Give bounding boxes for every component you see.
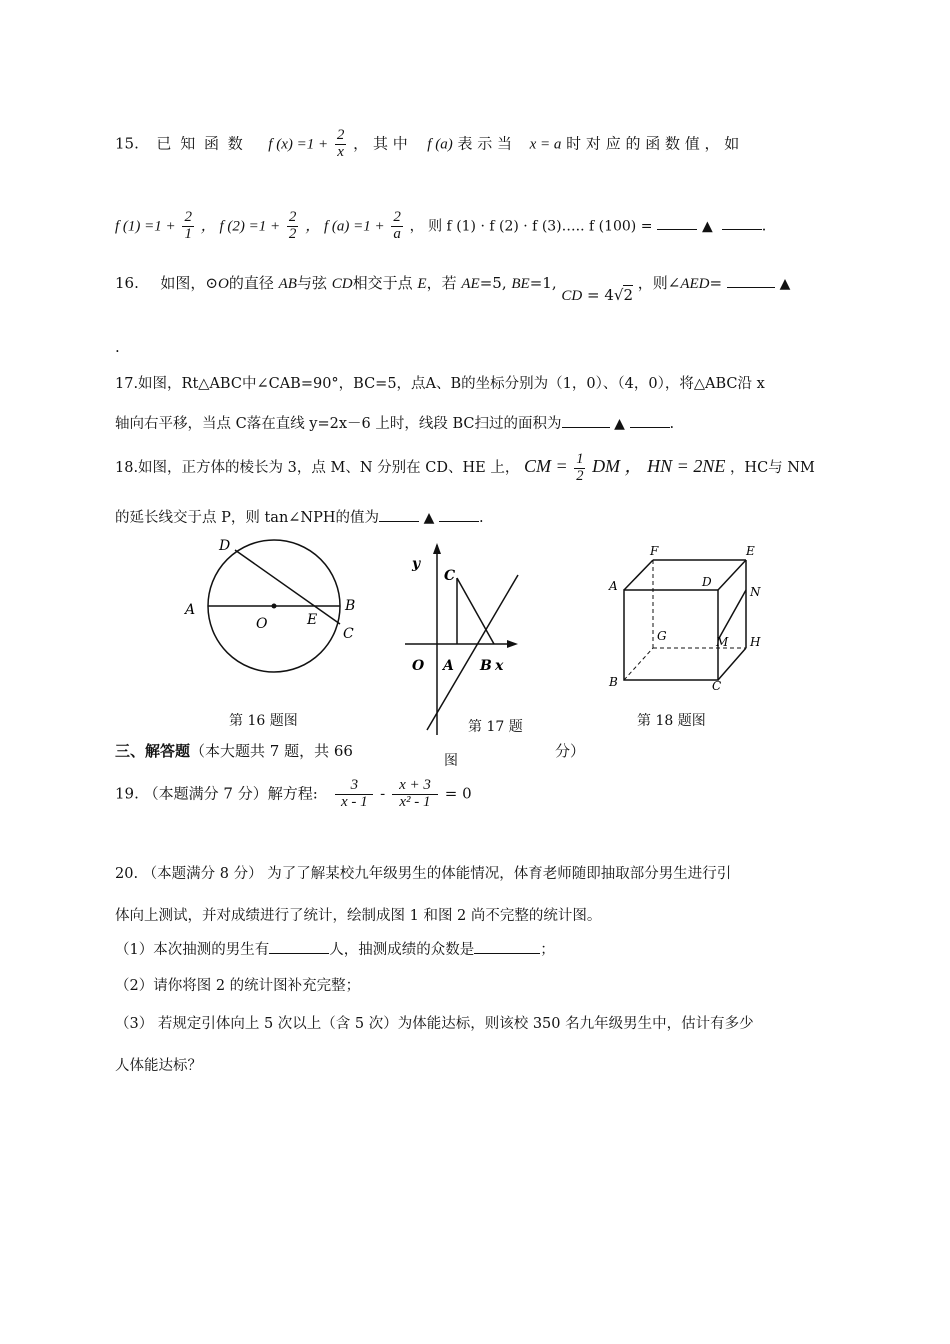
q19-fraction1: $\frac{3}{x - 1}$ xyxy=(335,778,373,811)
q16-sqrt: 2 xyxy=(623,286,633,304)
q16-text2: 的直径 xyxy=(228,274,274,292)
label-a: A xyxy=(185,602,196,618)
section-3-title: 三、解答题 xyxy=(115,742,191,760)
q15-answer-blank2 xyxy=(722,229,762,230)
q15-text5: ， 则 f (1) · f (2) · f (3)….. f (100) = xyxy=(409,218,653,235)
q19-fraction2: $\frac{x + 3}{\text{x² - 1}}$ xyxy=(392,778,438,811)
q16-marker: ▲ xyxy=(779,276,791,292)
q16-text3: 与弦 xyxy=(296,274,327,292)
q20-line3 xyxy=(115,938,555,959)
segment-mn xyxy=(718,590,746,640)
label-n: N xyxy=(750,585,761,599)
label-o: O xyxy=(256,616,268,632)
side-bc xyxy=(457,578,494,644)
q16-text1: 如图，⊙ xyxy=(160,274,218,292)
section-3-text2: 分） xyxy=(555,742,586,760)
q18-text1: 18.如图，正方体的棱长为 3，点 M、N 分别在 CD、HE 上， xyxy=(115,460,520,476)
q18-hn: HN = 2NE xyxy=(647,456,726,476)
q20-line4: （2）请你将图 2 的统计图补充完整； xyxy=(115,978,361,994)
q15-answer-blank xyxy=(657,229,697,230)
q15-f1: f (1) =1 + xyxy=(115,218,176,235)
label-e: E xyxy=(307,612,318,628)
figure-17-axes xyxy=(400,540,530,740)
figure-17-caption-2: 图 xyxy=(444,753,458,769)
chord-cd xyxy=(235,550,340,624)
q15-fa-fraction: $\frac{2}{a}$ xyxy=(393,209,401,242)
q19-text: 19. （本题满分 7 分）解方程: xyxy=(115,784,318,803)
q18-marker: ▲ xyxy=(423,510,435,526)
q16-line xyxy=(115,272,791,304)
center-dot xyxy=(272,604,277,609)
q20-part1-text: （1）本次抽测的男生有 xyxy=(115,942,270,958)
q15-f1-fraction: $\frac{2}{1}$ xyxy=(184,209,192,242)
q16-ab: AB xyxy=(278,276,297,292)
edge-de xyxy=(718,560,746,590)
figure-18-cube xyxy=(600,540,770,690)
q20-blank2 xyxy=(474,953,540,954)
label-o: O xyxy=(412,658,425,674)
q18-dot: . xyxy=(479,510,484,526)
sqrt-icon: √ xyxy=(613,286,624,304)
q16-text10: = xyxy=(709,274,723,292)
label-e: E xyxy=(746,544,755,558)
q15-text2: ， 其 中 xyxy=(353,134,408,153)
q20-line6: 人体能达标？ xyxy=(115,1058,202,1074)
q18-line1 xyxy=(115,452,815,484)
q18-text3: 的延长线交于点 P，则 tan∠NPH的值为 xyxy=(115,510,380,526)
q16-text5: ，若 xyxy=(426,274,457,292)
q15-text3: 表 示 当 xyxy=(457,134,513,153)
front-face xyxy=(624,590,718,680)
label-b: B xyxy=(345,598,356,614)
q15-function-def: f (x) =1 + xyxy=(268,136,329,153)
hidden-edge-bg xyxy=(624,648,653,680)
q16-number: 16. xyxy=(115,274,139,292)
q18-line2 xyxy=(115,506,484,527)
q16-text8: = 4 xyxy=(587,286,614,304)
label-x: x xyxy=(495,658,504,674)
figure-18-caption: 第 18 题图 xyxy=(637,713,706,729)
q20-part1-end: ； xyxy=(540,942,555,958)
section-3-text1: （本大题共 7 题，共 66 xyxy=(190,742,353,760)
q15-xa: x = a xyxy=(529,136,562,153)
x-arrow-icon xyxy=(507,640,518,648)
figure-17-caption: 第 17 题 xyxy=(468,719,523,735)
q16-o: O xyxy=(218,276,229,292)
q15-fa2: ， f (a) =1 + xyxy=(305,218,385,235)
q19-line xyxy=(115,778,472,811)
line-y-2x-6 xyxy=(427,575,518,730)
q15-text1: 已 知 函 数 xyxy=(156,134,245,153)
edge-ch xyxy=(718,648,746,680)
label-c: C xyxy=(444,568,456,584)
q20-line5: （3） 若规定引体向上 5 次以上（含 5 次）为体能达标，则该校 350 名九年级男生中，估计有多少 xyxy=(115,1016,754,1032)
label-c: C xyxy=(712,679,722,690)
figure-16-circle xyxy=(175,530,375,680)
y-arrow-icon xyxy=(433,543,441,554)
label-h: H xyxy=(750,635,761,649)
q16-aed: AED xyxy=(680,276,710,292)
q16-cd2: CD xyxy=(561,288,583,304)
q19-minus: - xyxy=(380,784,386,803)
q17-marker: ▲ xyxy=(614,416,625,432)
q15-f2: ， f (2) =1 + xyxy=(200,218,281,235)
label-d: D xyxy=(702,575,712,589)
label-y: y xyxy=(412,556,421,572)
q17-dot: . xyxy=(669,416,675,432)
q15-line1 xyxy=(115,128,840,161)
q15-f2-fraction: $\frac{2}{2}$ xyxy=(288,209,297,242)
q18-cm: CM = xyxy=(523,456,568,476)
q17-text: 轴向右平移，当点 C落在直线 y=2x－6 上时，线段 BC扫过的面积为 xyxy=(115,416,562,432)
q15-line2: f (1) =1 + $\frac{2}{1}$ ， f (2) =1 + $\frac{2}{2}$ ， f (a) =1 + $\frac{2}{a}$ ， 则 f (1) · f (2) · f (3)….. f (100) = ▲ . xyxy=(115,209,767,242)
q20-blank1 xyxy=(269,953,329,954)
q15-text4: 时 对 应 的 函 数 值 ， 如 xyxy=(566,134,740,153)
q16-answer-blank xyxy=(727,287,775,288)
label-c: C xyxy=(343,626,354,642)
q20-line2: 体向上测试，并对成绩进行了统计，绘制成图 1 和图 2 尚不完整的统计图。 xyxy=(115,908,602,924)
section-3-header xyxy=(115,740,353,761)
q17-line2 xyxy=(115,412,674,433)
label-g: G xyxy=(657,629,667,643)
q16-text4: 相交于点 xyxy=(352,274,413,292)
q18-answer-blank xyxy=(379,521,419,522)
q18-dm: DM ， xyxy=(592,456,643,476)
q18-fraction: $\frac{1}{2}$ xyxy=(576,451,584,484)
q20-line1: 20. （本题满分 8 分） 为了了解某校九年级男生的体能情况，体育老师随即抽取部分男生进行引 xyxy=(115,866,732,882)
q16-text6: =5, xyxy=(479,274,507,292)
q17-answer-blank2 xyxy=(630,427,670,428)
label-m: M xyxy=(716,635,729,649)
q15-marker: ▲ xyxy=(702,218,713,235)
label-b: B xyxy=(609,675,618,689)
q15-number: 15. xyxy=(115,134,139,153)
q18-text2: ，HC与 NM xyxy=(729,460,815,476)
q17-line1: 17.如图，Rt△ABC中∠CAB=90°，BC=5，点A、B的坐标分别为（1，0）、（4，0），将△ABC沿 x xyxy=(115,376,765,392)
q16-dot: . xyxy=(115,338,120,356)
q16-ae: AE xyxy=(461,276,480,292)
figure-16-caption: 第 16 题图 xyxy=(229,713,298,729)
q20-part1-text2: 人，抽测成绩的众数是 xyxy=(329,942,475,958)
label-b: B xyxy=(480,658,492,674)
q16-e: E xyxy=(417,276,427,292)
label-a: A xyxy=(443,658,454,674)
q15-fraction: $\frac{2}{x}$ xyxy=(336,127,345,160)
q16-text7: =1, xyxy=(529,274,557,292)
q17-answer-blank xyxy=(562,427,610,428)
label-a: A xyxy=(609,579,618,593)
q19-eq: = 0 xyxy=(444,784,472,803)
q16-cd: CD xyxy=(331,276,353,292)
label-d: D xyxy=(219,538,231,554)
label-f: F xyxy=(650,544,659,558)
q16-text9: ，则∠ xyxy=(637,274,681,292)
q18-answer-blank2 xyxy=(439,521,479,522)
edge-ad xyxy=(624,560,653,590)
q16-be: BE xyxy=(511,276,530,292)
q15-fa: f (a) xyxy=(427,136,453,153)
